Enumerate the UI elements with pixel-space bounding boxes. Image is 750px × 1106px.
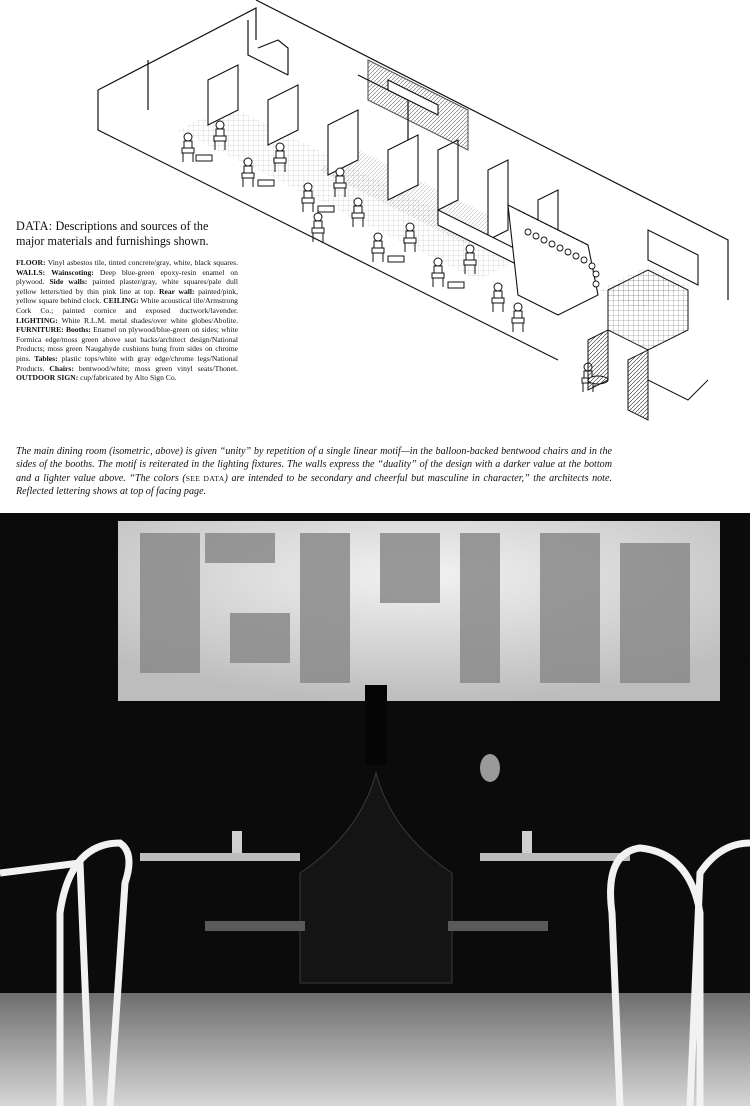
material-text: White R.L.M. metal shades/over white globes/Abolite.	[61, 315, 238, 325]
material-text: Enamel on plywood/blue-green on sides; white Formica edge/moss green above seat backs/architect design/National Products; moss green Naugahyde cushions hung from sides on chrome pins.	[16, 325, 238, 363]
data-heading-text: Descriptions and sources of the major materials and furnishings shown.	[16, 219, 209, 248]
data-block	[16, 219, 238, 383]
booth-seat-left	[205, 921, 305, 931]
material-term: CEILING:	[103, 296, 139, 306]
material-text: plastic tops/white with gray edge/chrome legs/National Products.	[16, 353, 238, 373]
data-heading	[16, 219, 238, 248]
center-post	[365, 685, 387, 765]
material-text: Deep blue-green epoxy-resin enamel on plywood.	[16, 267, 238, 287]
material-term: FURNITURE:	[16, 325, 64, 335]
condiment-right	[522, 831, 532, 853]
material-term: WALLS:	[16, 267, 46, 277]
material-term: Wainscoting:	[51, 267, 94, 277]
material-text: painted/pink, yellow square behind clock.	[16, 286, 238, 306]
material-term: Chairs:	[49, 363, 74, 373]
caption-see-data: SEE DATA	[185, 473, 225, 483]
material-term: Rear wall:	[158, 286, 195, 296]
booth-photograph	[0, 513, 750, 1106]
material-term: LIGHTING:	[16, 315, 58, 325]
caption-part-2: ) are intended to be secondary and cheerful but masculine in character,” the architects note. Reflected lettering shows at top of facing page.	[16, 472, 612, 498]
data-label: DATA:	[16, 219, 53, 233]
material-term: Booths:	[65, 325, 91, 335]
material-text: cup/fabricated by Alto Sign Co.	[80, 373, 177, 383]
material-term: OUTDOOR SIGN:	[16, 373, 79, 383]
booth-seat-right	[448, 921, 548, 931]
material-term: FLOOR:	[16, 258, 46, 267]
material-term: Side walls:	[49, 277, 88, 287]
material-text: bentwood/white; moss green vinyl seats/Thonet.	[78, 363, 238, 373]
condiment-left	[232, 831, 242, 853]
figure-caption	[16, 445, 612, 499]
table-right	[480, 853, 630, 861]
table-left	[140, 853, 300, 861]
lamp-glow	[480, 754, 500, 782]
material-text: painted plaster/gray, white squares/pale dull yellow letters/tied by thin pink line at top.	[16, 277, 238, 296]
material-text: Vinyl asbestos tile, tinted concrete/gray, white, black squares.	[47, 258, 238, 267]
caption-part-1: The main dining room (isometric, above) is given “unity” by repetition of a single linear motif—in the balloon-backed bentwood chairs and in the sides of the booths. The motif is reiterated in the lighting fixtures. The walls express the “duality” of the design with a darker value at the bottom and a lighter value above. “The colors (	[16, 446, 612, 484]
material-text: White acoustical tile/Armstrong Cork Co.; painted cornice and exposed ductwork/lavender.	[16, 296, 238, 315]
materials-list	[16, 258, 238, 383]
material-term: Tables:	[34, 353, 58, 363]
